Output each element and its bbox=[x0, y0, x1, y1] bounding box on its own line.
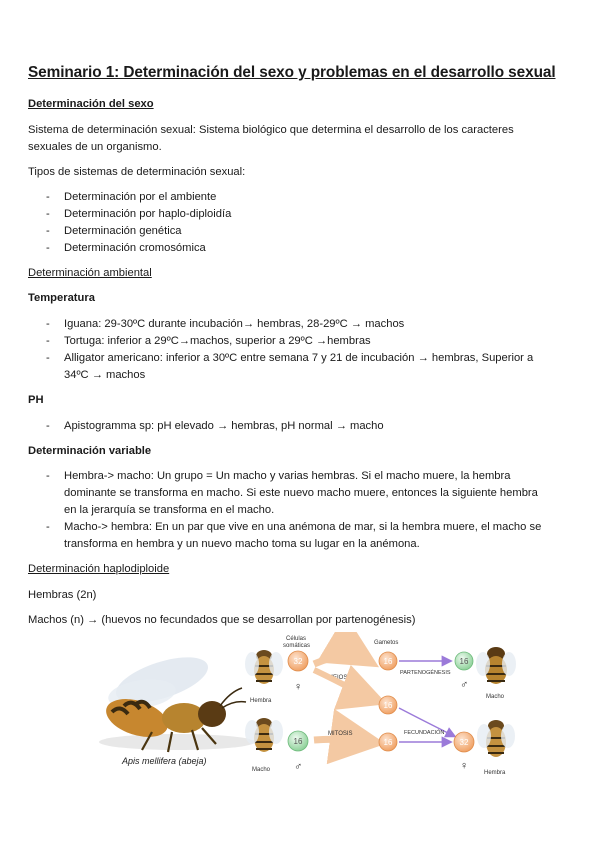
label-fecundacion: FECUNDACIÓN bbox=[404, 730, 445, 736]
cell-16-male-top-label: 16 bbox=[459, 657, 469, 666]
arrow-meiosis bbox=[314, 656, 367, 664]
honeybee-photo bbox=[99, 648, 255, 752]
label-partenogenesis: PARTENOGÉNESIS bbox=[400, 670, 451, 676]
list-item: Determinación genética bbox=[64, 225, 182, 237]
bullet-dash: - bbox=[46, 191, 50, 203]
label-mitosis: MITOSIS bbox=[328, 731, 353, 737]
definition-line-2: sexuales de un organismo. bbox=[28, 141, 162, 153]
bullet-dash: - bbox=[46, 318, 50, 330]
subheading-ph: PH bbox=[28, 394, 44, 406]
label-hembra-bottom: Hembra bbox=[484, 770, 506, 776]
section-heading-haplodiploide: Determinación haplodiploide bbox=[28, 563, 170, 575]
bullet-dash: - bbox=[46, 242, 50, 254]
section-heading-ambiental: Determinación ambiental bbox=[28, 267, 152, 279]
list-item: Hembra-> macho: Un grupo = Un macho y varias hembras. Si el macho muere, la hembra bbox=[64, 470, 511, 482]
bullet-dash: - bbox=[46, 208, 50, 220]
bullet-dash: - bbox=[46, 470, 50, 482]
bee-haplodiploidy-figure bbox=[82, 632, 522, 782]
bullet-dash: - bbox=[46, 335, 50, 347]
list-item: Alligator americano: inferior a 30ºC entre semana 7 y 21 de incubación → hembras, Superior a bbox=[64, 352, 534, 364]
list-item: Macho-> hembra: En un par que vive en una anémona de mar, si la hembra muere, el macho se bbox=[64, 521, 542, 533]
list-item: Apistogramma sp: pH elevado → hembras, pH normal → macho bbox=[64, 420, 384, 432]
small-bee-hembra-top bbox=[245, 650, 283, 684]
haplo-line-machos: Machos (n) → (huevos no fecundados que se desarrollan por partenogénesis) bbox=[28, 614, 416, 626]
haplo-line-hembras: Hembras (2n) bbox=[28, 589, 97, 601]
list-item: Determinación por haplo-diploidía bbox=[64, 208, 232, 220]
bullet-dash: - bbox=[46, 225, 50, 237]
label-meiosis: MEIOSIS bbox=[328, 675, 354, 681]
label-macho-top: Macho bbox=[486, 694, 505, 700]
section-heading-determinacion-sexo: Determinación del sexo bbox=[28, 98, 154, 110]
bullet-dash: - bbox=[46, 420, 50, 432]
female-symbol-top: ♀ bbox=[294, 681, 303, 693]
arrow-mitosis bbox=[314, 739, 372, 742]
gamete-16-mid-label: 16 bbox=[383, 701, 393, 710]
label-somaticas: somáticas bbox=[283, 643, 311, 649]
small-bee-macho-bottom bbox=[245, 718, 283, 752]
gamete-16-bottom-label: 16 bbox=[383, 738, 393, 747]
subheading-temperatura: Temperatura bbox=[28, 292, 95, 304]
cell-32-bottom-label: 32 bbox=[459, 738, 469, 747]
bullet-dash: - bbox=[46, 352, 50, 364]
list-item-continuation: 34ºC → machos bbox=[64, 369, 146, 381]
cell-16-bottom-label: 16 bbox=[293, 737, 303, 746]
female-symbol-bottom: ♀ bbox=[460, 760, 469, 772]
page-title: Seminario 1: Determinación del sexo y problemas en el desarrollo sexual bbox=[28, 64, 556, 81]
small-bee-hembra-bottom bbox=[477, 720, 515, 757]
definition-line-1: Sistema de determinación sexual: Sistema biológico que determina el desarrollo de los caracteres bbox=[28, 124, 514, 136]
list-item-continuation: transforma en hembra y un nuevo macho toma su lugar en la anémona. bbox=[64, 538, 420, 550]
bullet-dash: - bbox=[46, 521, 50, 533]
list-item-continuation: en la jerarquía se transforma en el macho. bbox=[64, 504, 275, 516]
male-symbol-bottom: ♂ bbox=[294, 761, 303, 773]
cell-32-top-label: 32 bbox=[293, 657, 303, 666]
types-intro: Tipos de sistemas de determinación sexual: bbox=[28, 166, 246, 178]
label-macho-bottom: Macho bbox=[252, 767, 271, 773]
male-symbol-top: ♂ bbox=[460, 679, 469, 691]
list-item-continuation: dominante se transforma en macho. Si este nuevo macho muere, entonces la siguiente hembra bbox=[64, 487, 538, 499]
subheading-determinacion-variable: Determinación variable bbox=[28, 445, 152, 457]
label-celulas: Células bbox=[286, 636, 307, 642]
figure-caption: Apis mellifera (abeja) bbox=[122, 756, 207, 766]
label-gametos: Gametos bbox=[374, 640, 399, 646]
label-hembra-top: Hembra bbox=[250, 698, 272, 704]
list-item: Determinación por el ambiente bbox=[64, 191, 217, 203]
list-item: Determinación cromosómica bbox=[64, 242, 206, 254]
list-item: Iguana: 29-30ºC durante incubación→ hembras, 28-29ºC → machos bbox=[64, 318, 405, 330]
small-bee-macho-top bbox=[476, 647, 516, 684]
gamete-16-top-label: 16 bbox=[383, 657, 393, 666]
list-item: Tortuga: inferior a 29ºC→machos, superior a 29ºC →hembras bbox=[64, 335, 371, 347]
